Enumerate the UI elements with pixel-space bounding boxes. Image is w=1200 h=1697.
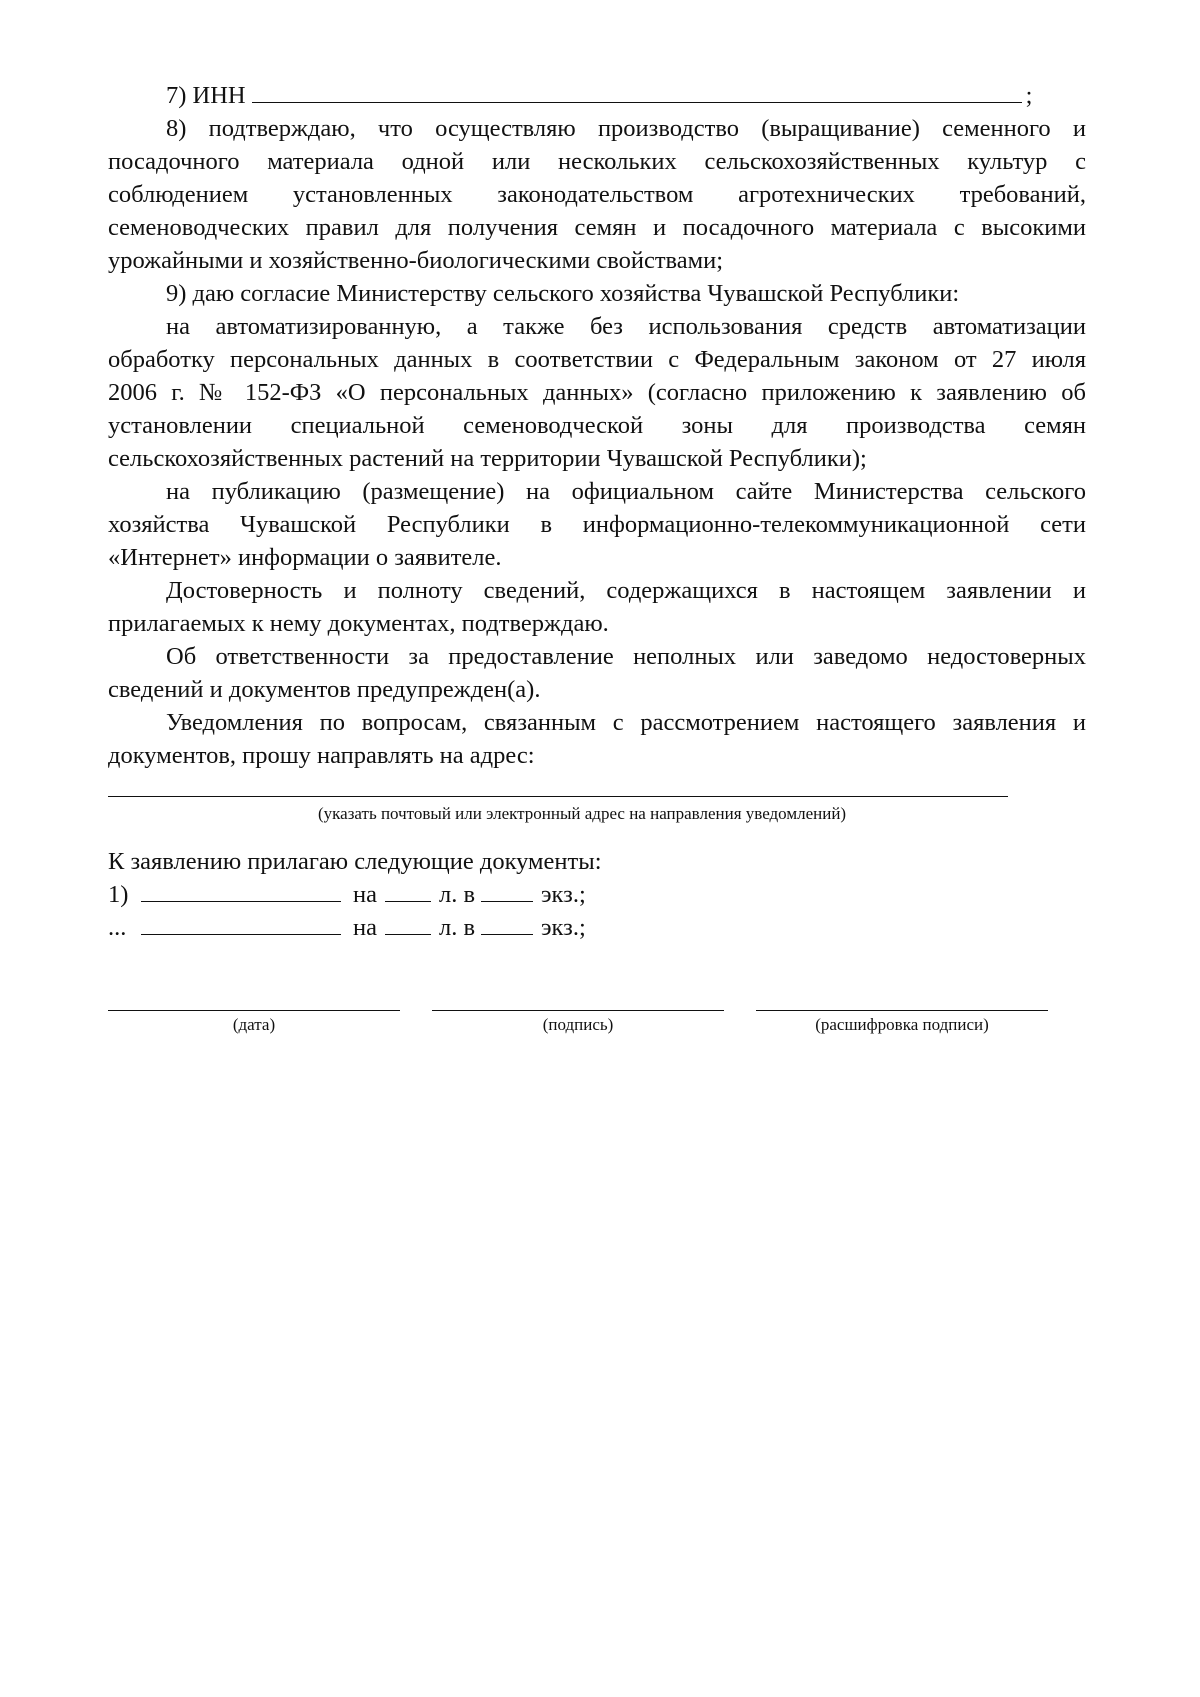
paragraph-line: документов, прошу направлять на адрес: [108,742,535,769]
paragraph-line: семеноводческих правил для получения семян и посадочного материала с высокими [108,214,1086,241]
paragraph-line: 8) подтверждаю, что осуществляю производство (выращивание) семенного и [166,115,1086,142]
signature-decoding-field [756,996,1048,1036]
date-caption: (дата) [232,1015,276,1034]
address-caption: (указать почтовый или электронный адрес на направления уведомлений) [318,804,847,823]
paragraph-line: сведений и документов предупрежден(а). [108,676,541,703]
attachment-copies-blank [481,879,533,902]
attachment-pages-blank [385,879,431,902]
paragraph-line: Уведомления по вопросам, связанным с рассмотрением настоящего заявления и [166,709,1086,736]
attachment-pages-label: л. в [439,881,476,908]
attachment-doc-blank [141,912,341,935]
inn-row [108,76,1086,112]
paragraph-9-publication [108,475,1086,574]
attachment-na-label: на [353,914,377,941]
attachment-row [108,911,1086,944]
paragraph-line: посадочного материала одной или нескольких сельскохозяйственных культур с [108,148,1086,175]
paragraph-line: сельскохозяйственных растений на территории Чувашской Республики); [108,445,867,472]
paragraph-line: хозяйства Чувашской Республики в информационно-телекоммуникационной сети [108,511,1086,538]
paragraph-9-processing [108,310,1086,475]
signature-field [432,996,724,1036]
attachment-copies-label: экз.; [541,881,586,908]
signature-caption: (подпись) [542,1015,614,1034]
signature-decoding-blank-line [756,996,1048,1011]
signature-blank-line [432,996,724,1011]
attachment-na-label: на [353,881,377,908]
attachment-copies-label: экз.; [541,914,586,941]
signature-decoding-caption: (расшифровка подписи) [815,1015,989,1034]
paragraph-line: соблюдением установленных законодательством агротехнических требований, [108,181,1086,208]
inn-semicolon: ; [1025,82,1033,109]
paragraph-line: на публикацию (размещение) на официальном сайте Министерства сельского [166,478,1086,505]
attachment-number: 1) [108,881,129,908]
inn-label: 7) ИНН [166,82,246,109]
attachment-doc-blank [141,879,341,902]
paragraph-line: Достоверность и полноту сведений, содержащихся в настоящем заявлении и [166,577,1086,604]
paragraph-9 [108,277,1086,310]
address-blank-line [108,782,1008,797]
paragraph-accuracy [108,574,1086,640]
attachment-pages-label: л. в [439,914,476,941]
paragraph-line: прилагаемых к нему документах, подтверждаю. [108,610,609,637]
inn-blank-line [252,76,1022,103]
signature-row [108,996,1048,1036]
paragraph-line: установлении специальной семеноводческой зоны для производства семян [108,412,1086,439]
paragraph-line: Об ответственности за предоставление неполных или заведомо недостоверных [166,643,1086,670]
attachments-title: К заявлению прилагаю следующие документы: [108,848,602,875]
paragraph-line: на автоматизированную, а также без использования средств автоматизации [166,313,1086,340]
paragraph-line: урожайными и хозяйственно-биологическими свойствами; [108,247,724,274]
paragraph-line: 9) даю согласие Министерству сельского хозяйства Чувашской Республики: [166,280,960,307]
document-page [108,76,1086,1036]
paragraph-line: обработку персональных данных в соответствии с Федеральным законом от 27 июля [108,346,1086,373]
paragraph-notifications [108,706,1086,772]
paragraph-line: 2006 г. № 152-ФЗ «О персональных данных» (согласно приложению к заявлению об [108,379,1086,406]
paragraph-8 [108,112,1086,277]
attachment-number: ... [108,914,127,941]
paragraph-responsibility [108,640,1086,706]
attachment-pages-blank [385,912,431,935]
date-blank-line [108,996,400,1011]
paragraph-line: «Интернет» информации о заявителе. [108,544,502,571]
date-field [108,996,400,1036]
attachment-copies-blank [481,912,533,935]
attachment-row [108,878,1086,911]
